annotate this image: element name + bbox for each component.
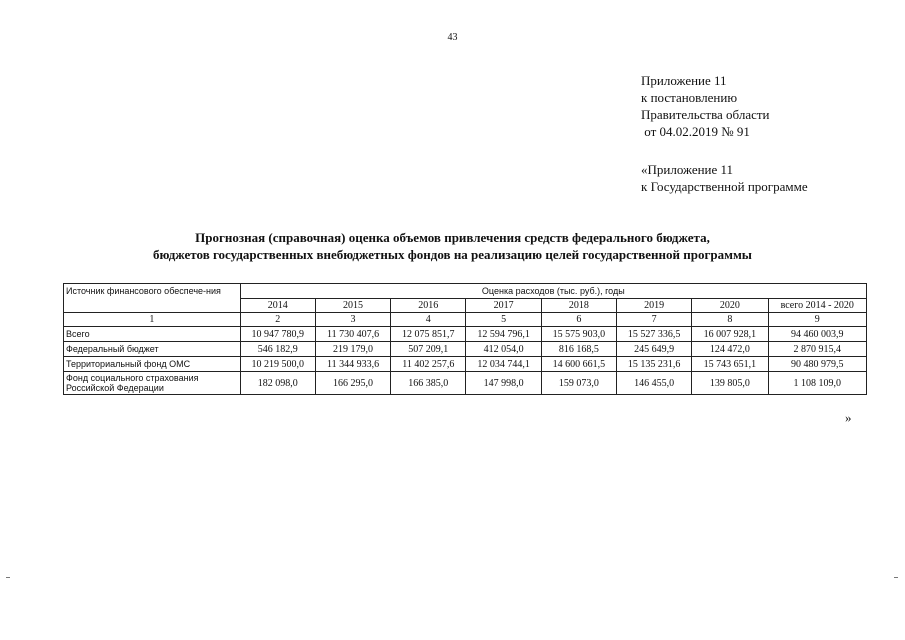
row-total: 2 870 915,4 xyxy=(768,342,867,357)
row-value: 16 007 928,1 xyxy=(692,327,768,342)
funding-table xyxy=(63,283,867,395)
row-value: 159 073,0 xyxy=(541,372,616,395)
row-value: 11 402 257,6 xyxy=(391,357,466,372)
row-value: 15 575 903,0 xyxy=(541,327,616,342)
appendix-line: от 04.02.2019 № 91 xyxy=(641,124,750,139)
row-value: 12 594 796,1 xyxy=(466,327,541,342)
program-appendix-reference xyxy=(641,161,808,195)
program-appendix-line: «Приложение 11 xyxy=(641,162,734,177)
program-appendix-line: к Государственной программе xyxy=(641,179,808,194)
column-number: 7 xyxy=(616,313,691,327)
year-header: 2017 xyxy=(466,299,541,313)
page-number: 43 xyxy=(447,32,458,43)
table-row xyxy=(64,327,867,342)
row-value: 412 054,0 xyxy=(466,342,541,357)
column-number: 1 xyxy=(64,313,241,327)
row-value: 124 472,0 xyxy=(692,342,768,357)
row-source: Федеральный бюджет xyxy=(64,342,241,357)
closing-quote: » xyxy=(845,410,852,425)
row-value: 182 098,0 xyxy=(240,372,315,395)
title-line-2: бюджетов государственных внебюджетных фондов на реализацию целей государственной программы xyxy=(153,247,752,262)
row-source: Территориальный фонд ОМС xyxy=(64,357,241,372)
year-header: 2020 xyxy=(692,299,768,313)
row-value: 10 219 500,0 xyxy=(240,357,315,372)
appendix-line: Приложение 11 xyxy=(641,73,727,88)
row-value: 507 209,1 xyxy=(391,342,466,357)
column-number: 6 xyxy=(541,313,616,327)
row-value: 10 947 780,9 xyxy=(240,327,315,342)
table-row xyxy=(64,342,867,357)
column-number-row xyxy=(64,313,867,327)
appendix-reference xyxy=(641,72,770,140)
row-value: 11 730 407,6 xyxy=(315,327,390,342)
row-value: 11 344 933,6 xyxy=(315,357,390,372)
source-column-header: Источник финансового обеспече-ния xyxy=(64,284,241,313)
column-number: 3 xyxy=(315,313,390,327)
expense-estimate-header: Оценка расходов (тыс. руб.), годы xyxy=(240,284,866,299)
year-header: 2014 xyxy=(240,299,315,313)
year-header: 2015 xyxy=(315,299,390,313)
row-value: 12 075 851,7 xyxy=(391,327,466,342)
document-title xyxy=(0,229,905,263)
year-header: 2016 xyxy=(391,299,466,313)
year-header: 2018 xyxy=(541,299,616,313)
row-total: 1 108 109,0 xyxy=(768,372,867,395)
row-value: 147 998,0 xyxy=(466,372,541,395)
row-total: 94 460 003,9 xyxy=(768,327,867,342)
table-row xyxy=(64,357,867,372)
row-value: 139 805,0 xyxy=(692,372,768,395)
row-value: 816 168,5 xyxy=(541,342,616,357)
appendix-line: Правительства области xyxy=(641,107,770,122)
row-value: 12 034 744,1 xyxy=(466,357,541,372)
row-value: 546 182,9 xyxy=(240,342,315,357)
row-value: 15 527 336,5 xyxy=(616,327,691,342)
title-line-1: Прогнозная (справочная) оценка объемов привлечения средств федерального бюджета, xyxy=(195,230,710,245)
row-value: 14 600 661,5 xyxy=(541,357,616,372)
row-total: 90 480 979,5 xyxy=(768,357,867,372)
row-value: 245 649,9 xyxy=(616,342,691,357)
row-source: Фонд социального страхования Российской Федерации xyxy=(64,372,241,395)
row-value: 166 385,0 xyxy=(391,372,466,395)
row-value: 15 743 651,1 xyxy=(692,357,768,372)
row-source: Всего xyxy=(64,327,241,342)
year-header: 2019 xyxy=(616,299,691,313)
column-number: 2 xyxy=(240,313,315,327)
row-value: 146 455,0 xyxy=(616,372,691,395)
column-number: 9 xyxy=(768,313,867,327)
appendix-line: к постановлению xyxy=(641,90,738,105)
total-header: всего 2014 - 2020 xyxy=(768,299,867,313)
row-value: 219 179,0 xyxy=(315,342,390,357)
scan-edge-mark xyxy=(6,577,10,578)
table-row xyxy=(64,372,867,395)
column-number: 5 xyxy=(466,313,541,327)
column-number: 4 xyxy=(391,313,466,327)
row-value: 15 135 231,6 xyxy=(616,357,691,372)
row-value: 166 295,0 xyxy=(315,372,390,395)
scan-edge-mark xyxy=(894,577,898,578)
column-number: 8 xyxy=(692,313,768,327)
